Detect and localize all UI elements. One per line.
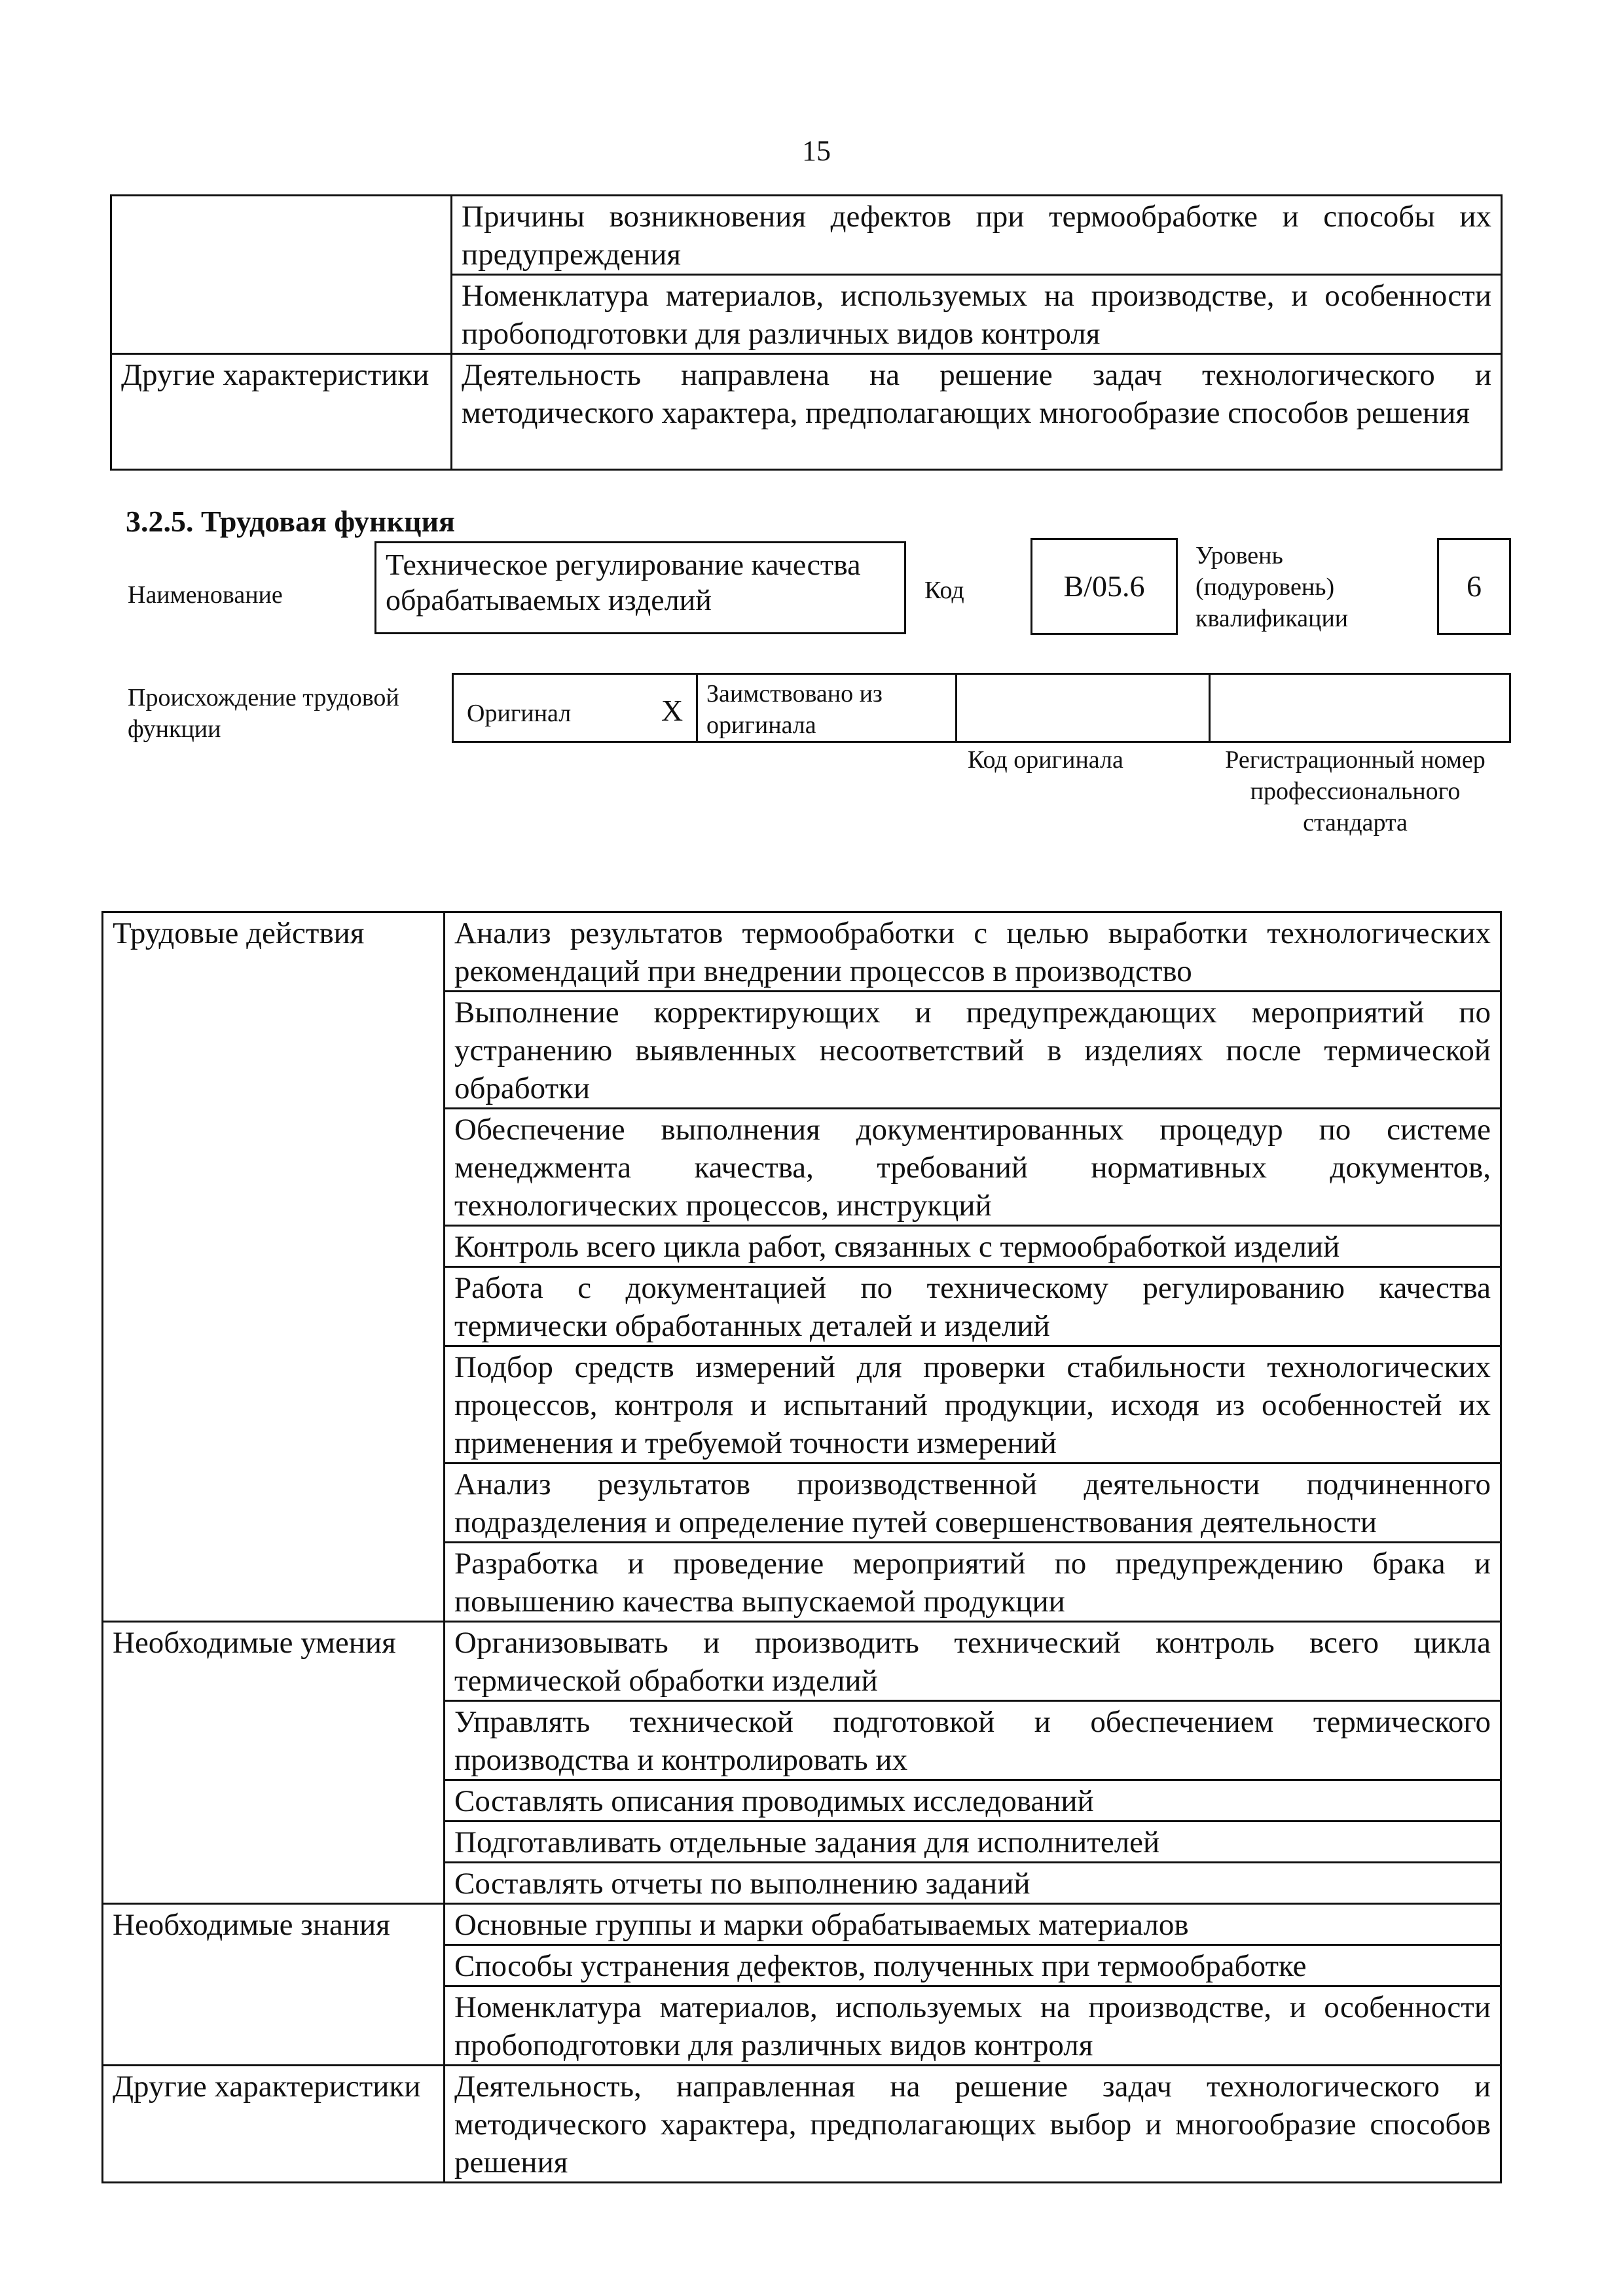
main-table bbox=[101, 911, 1502, 2183]
table-cell: Работа с документацией по техническому регулированию качества термически обработанных деталей и изделий bbox=[445, 1267, 1501, 1346]
row-label: Необходимые знания bbox=[103, 1904, 445, 2066]
table-cell: Составлять описания проводимых исследований bbox=[445, 1780, 1501, 1821]
table-cell: Основные группы и марки обрабатываемых материалов bbox=[445, 1904, 1501, 1945]
page-number: 15 bbox=[802, 135, 831, 167]
table-cell: Способы устранения дефектов, полученных при термообработке bbox=[445, 1945, 1501, 1986]
top-table bbox=[110, 194, 1503, 471]
name-value: Техническое регулирование качества обрабатываемых изделий bbox=[386, 548, 861, 617]
table-cell: Обеспечение выполнения документированных процедур по системе менеджмента качества, требований нормативных документов, технологических процессов, инструкций bbox=[445, 1109, 1501, 1226]
table-cell: Номенклатура материалов, используемых на производстве, и особенности пробоподготовки для различных видов контроля bbox=[452, 275, 1502, 354]
row-label: Другие характеристики bbox=[103, 2066, 445, 2183]
table-cell: Управлять технической подготовкой и обеспечением термического производства и контролировать их bbox=[445, 1701, 1501, 1780]
row-label-empty bbox=[111, 196, 452, 354]
table-row bbox=[103, 2066, 1501, 2183]
origin-box bbox=[452, 673, 1511, 743]
table-row bbox=[103, 1904, 1501, 1945]
table-cell: Контроль всего цикла работ, связанных с термообработкой изделий bbox=[445, 1226, 1501, 1267]
table-cell: Деятельность направлена на решение задач технологического и методического характера, предполагающих многообразие способов решения bbox=[452, 354, 1502, 470]
code-original-caption: Код оригинала bbox=[968, 746, 1123, 774]
table-cell: Номенклатура материалов, используемых на производстве, и особенности пробоподготовки для различных видов контроля bbox=[445, 1986, 1501, 2066]
section-heading: 3.2.5. Трудовая функция bbox=[126, 505, 455, 538]
level-value-box bbox=[1437, 538, 1511, 635]
table-cell: Подготавливать отдельные задания для исполнителей bbox=[445, 1821, 1501, 1863]
table-cell: Разработка и проведение мероприятий по предупреждению брака и повышению качества выпускаемой продукции bbox=[445, 1543, 1501, 1622]
code-value-box bbox=[1030, 538, 1178, 635]
original-label: Оригинал bbox=[467, 700, 572, 727]
name-label: Наименование bbox=[128, 581, 283, 609]
table-row bbox=[103, 912, 1501, 992]
table-cell: Организовывать и производить технический контроль всего цикла термической обработки изделий bbox=[445, 1622, 1501, 1701]
divider bbox=[1209, 675, 1211, 741]
table-cell: Причины возникновения дефектов при термообработке и способы их предупреждения bbox=[452, 196, 1502, 275]
table-cell: Анализ результатов производственной деятельности подчиненного подразделения и определение путей совершенствования деятельности bbox=[445, 1463, 1501, 1543]
level-value: 6 bbox=[1467, 569, 1482, 603]
row-label: Другие характеристики bbox=[111, 354, 452, 470]
table-cell: Деятельность, направленная на решение задач технологического и методического характера, предполагающих выбор и многообразие способов решения bbox=[445, 2066, 1501, 2183]
row-label: Трудовые действия bbox=[103, 912, 445, 1622]
reg-number-caption: Регистрационный номер профессионального стандарта bbox=[1225, 746, 1486, 836]
table-row bbox=[111, 196, 1502, 275]
level-label: Уровень (подуровень) квалификации bbox=[1195, 542, 1349, 632]
code-label: Код bbox=[924, 577, 964, 604]
borrowed-label: Заимствовано из оригинала bbox=[706, 680, 883, 739]
origin-label: Происхождение трудовой функции bbox=[128, 684, 399, 743]
code-value: B/05.6 bbox=[1063, 569, 1145, 603]
divider bbox=[696, 675, 698, 741]
table-cell: Подбор средств измерений для проверки стабильности технологических процессов, контроля и испытаний продукции, исходя из особенностей их применения и требуемой точности измерений bbox=[445, 1346, 1501, 1463]
name-value-box bbox=[374, 541, 906, 634]
row-label: Необходимые умения bbox=[103, 1622, 445, 1904]
divider bbox=[955, 675, 957, 741]
table-cell: Анализ результатов термообработки с целью выработки технологических рекомендаций при внедрении процессов в производство bbox=[445, 912, 1501, 992]
table-row bbox=[111, 354, 1502, 470]
original-mark: X bbox=[661, 694, 684, 727]
table-cell: Выполнение корректирующих и предупреждающих мероприятий по устранению выявленных несоответствий в изделиях после термической обработки bbox=[445, 992, 1501, 1109]
table-cell: Составлять отчеты по выполнению заданий bbox=[445, 1863, 1501, 1904]
table-row bbox=[103, 1622, 1501, 1701]
